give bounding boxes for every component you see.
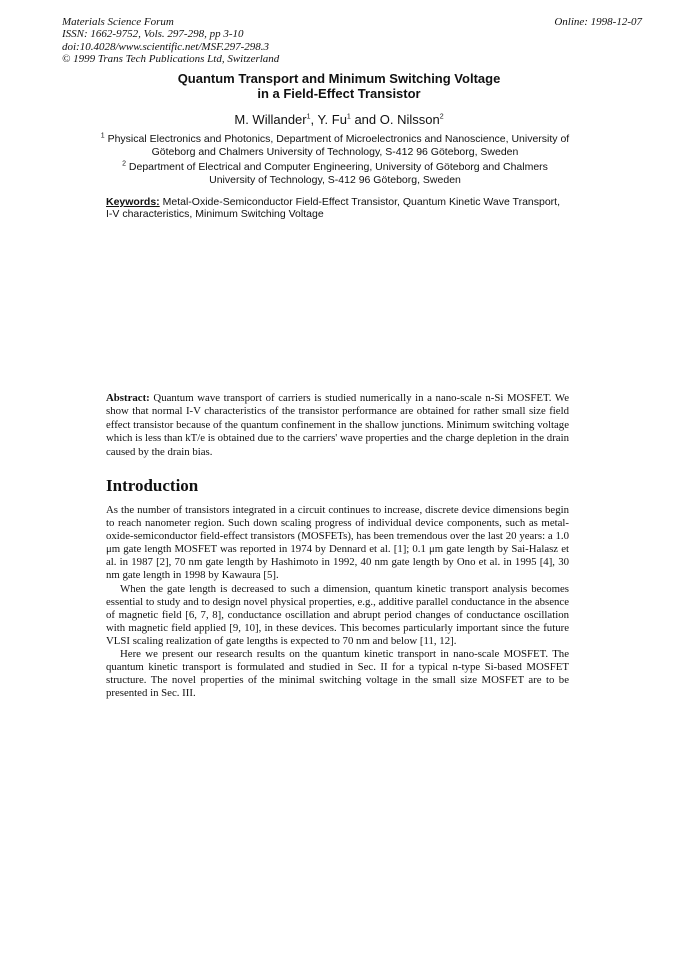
affiliation-number: 2: [122, 160, 126, 168]
doi-line: doi:10.4028/www.scientific.net/MSF.297-298.3: [62, 40, 270, 53]
journal-name: Materials Science Forum: [62, 16, 174, 28]
affiliation-2: [100, 161, 570, 186]
copyright-line: © 1999 Trans Tech Publications Ltd, Switzerland: [62, 53, 280, 66]
paragraph: Here we present our research results on the quantum kinetic transport in nano-scale MOSFET. The quantum kinetic transport is formulated and studied in Sec. II for a typical n-type Si-based MOSFET structure. The novel properties of the minimal switching voltage in the small size MOSFET are to be presented in Sec. III.: [106, 648, 569, 700]
keywords-block: [106, 196, 568, 221]
keywords-label: Keywords:: [106, 196, 160, 208]
author-name: O. Nilsson: [379, 112, 440, 127]
affiliation-text: Department of Electrical and Computer Engineering, University of Göteborg and Chalmers University of Technology, S-412 96 Göteborg, Sweden: [128, 161, 548, 186]
online-date: Online: 1998-12-07: [554, 16, 642, 28]
title-line-1: Quantum Transport and Minimum Switching Voltage: [177, 71, 501, 86]
journal-header: [62, 16, 642, 66]
affiliation-number: 1: [100, 132, 105, 140]
author-affiliation-mark: 1: [346, 113, 351, 121]
paper-title: [0, 71, 678, 101]
author-separator: and: [350, 112, 380, 127]
paragraph: As the number of transistors integrated in a circuit continues to increase, discrete device dimensions begin to reach nanometer region. Such down scaling progress of individual device components, such as metal-oxide-semiconductor field-effect transistors (MOSFETs), has been tremendous over the last 20 years: a 1.0 μm gate length MOSFET was reported in 1974 by Dennard et al. [1]; 0.1 μm gate length by Sai-Halasz et al. in 1987 [2], 70 nm gate length by Hashimoto in 1992, 40 nm gate length by Ono et al. in 1995 [4], 30 nm gate length in 1998 by Kawaura [5].: [106, 504, 569, 582]
issn-line: ISSN: 1662-9752, Vols. 297-298, pp 3-10: [62, 28, 244, 41]
author-name: Y. Fu: [317, 112, 347, 127]
abstract-block: [106, 392, 569, 459]
affiliation-1: [100, 133, 570, 158]
author-affiliation-mark: 2: [439, 113, 444, 121]
author-list: [0, 112, 678, 127]
author-affiliation-mark: 1: [306, 113, 311, 121]
paragraph: When the gate length is decreased to such a dimension, quantum kinetic transport analysis becomes essential to study and to design novel physical properties, e.g., additive parallel conductance in the absence of magnetic field [6, 7, 8], conductance oscillation and abrupt period changes of conductance oscillation with magnetic field applied [9, 10], in these devices. This becomes particularly important since the future VLSI scaling realization of gate lengths is expected to 70 nm and below [11, 12].: [106, 582, 569, 647]
abstract-label: Abstract:: [106, 392, 150, 404]
affiliation-text: Physical Electronics and Photonics, Department of Microelectronics and Nanoscience, University of Göteborg and Chalmers University of Technology, S-412 96 Göteborg, Sweden: [107, 133, 570, 158]
author-separator: ,: [310, 112, 318, 127]
introduction-body: [106, 504, 569, 700]
author-name: M. Willander: [234, 112, 307, 127]
section-heading: Introduction: [106, 476, 199, 495]
abstract-text: Quantum wave transport of carriers is studied numerically in a nano-scale n-Si MOSFET. We show that normal I-V characteristics of the transistor performance are obtained for rather small size field effect transistor because of the quantum confinement in the shallow junctions. Minimum switching voltage which is less than kT/e is obtained due to the carriers' wave properties and the charge depletion in the drain caused by the drain bias.: [106, 392, 570, 458]
title-line-2: in a Field-Effect Transistor: [257, 86, 421, 101]
keywords-text: Metal-Oxide-Semiconductor Field-Effect Transistor, Quantum Kinetic Wave Transport, I-V characteristics, Minimum Switching Voltage: [106, 196, 561, 221]
